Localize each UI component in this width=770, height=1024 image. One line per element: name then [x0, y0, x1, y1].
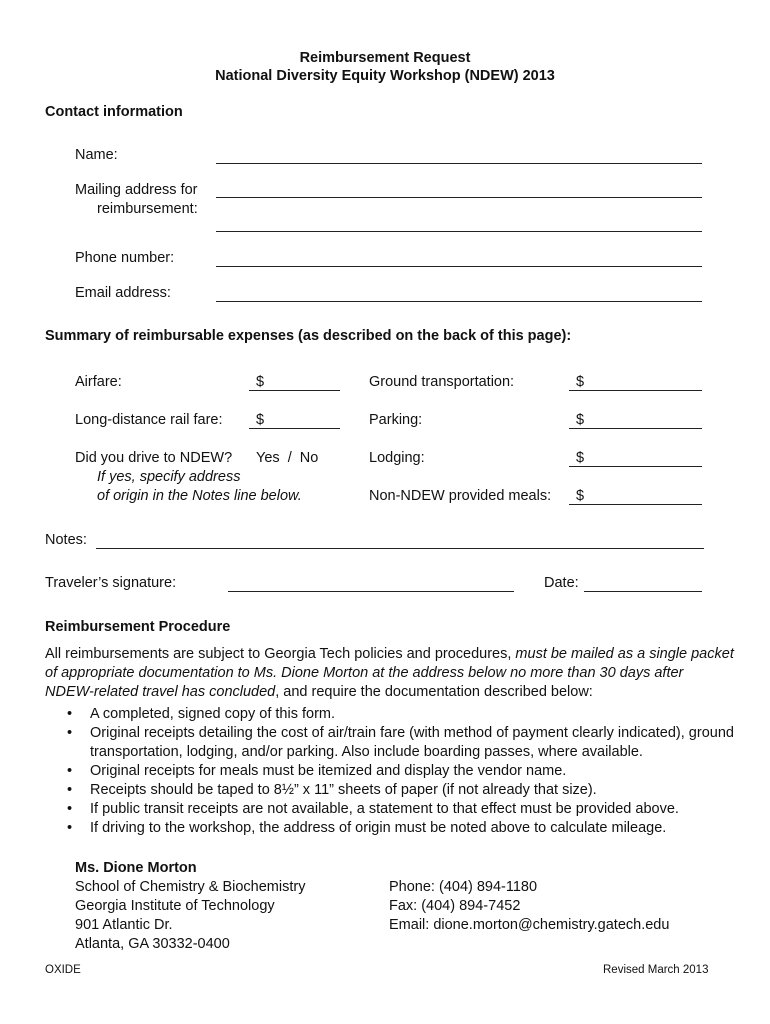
footer-left: OXIDE [45, 964, 81, 976]
list-item: • Receipts should be taped to 8½” x 11” sheets of paper (if not already that size). [67, 782, 597, 798]
mailing-label-line2: reimbursement: [97, 201, 198, 217]
phone-label: Phone number: [75, 250, 175, 266]
name-field[interactable] [216, 163, 702, 164]
list-item: • A completed, signed copy of this form. [67, 706, 336, 722]
drive-note-line1: If yes, specify address [97, 469, 241, 485]
contact-address-line3: 901 Atlantic Dr. [75, 917, 173, 933]
phone-field[interactable] [216, 266, 702, 267]
airfare-field[interactable] [249, 390, 340, 391]
lodging-field[interactable] [569, 466, 702, 467]
list-item: • Original receipts detailing the cost of air/train fare (with method of payment clearly indicated), ground transportation, lodging, and/or parking. Also include boarding passes, where available. [67, 725, 734, 760]
summary-heading: Summary of reimbursable expenses (as described on the back of this page): [45, 328, 572, 344]
drive-note-line2: of origin in the Notes line below. [97, 488, 302, 504]
list-item: • Original receipts for meals must be itemized and display the vendor name. [67, 763, 567, 779]
drive-yes-no[interactable]: Yes / No [256, 450, 319, 466]
ground-currency: $ [576, 374, 585, 390]
procedure-heading: Reimbursement Procedure [45, 619, 231, 635]
contact-heading: Contact information [45, 104, 183, 120]
signature-field[interactable] [228, 591, 514, 592]
form-subtitle: National Diversity Equity Workshop (NDEW) 2013 [215, 68, 555, 84]
rail-currency: $ [256, 412, 265, 428]
footer-revised: Revised March 2013 [603, 964, 709, 976]
parking-label: Parking: [369, 412, 423, 428]
meals-field[interactable] [569, 504, 702, 505]
rail-field[interactable] [249, 428, 340, 429]
mailing-address-field-2[interactable] [216, 231, 702, 232]
date-field[interactable] [584, 591, 702, 592]
mailing-address-field-1[interactable] [216, 197, 702, 198]
drive-label: Did you drive to NDEW? [75, 450, 233, 466]
parking-field[interactable] [569, 428, 702, 429]
email-field[interactable] [216, 301, 702, 302]
meals-label: Non-NDEW provided meals: [369, 488, 552, 504]
lodging-currency: $ [576, 450, 585, 466]
contact-phone: Phone: (404) 894-1180 [389, 879, 538, 895]
contact-email[interactable]: Email: dione.morton@chemistry.gatech.edu [389, 917, 670, 933]
airfare-currency: $ [256, 374, 265, 390]
airfare-label: Airfare: [75, 374, 122, 390]
list-item: • If public transit receipts are not available, a statement to that effect must be provided above. [67, 801, 679, 817]
contact-person-name: Ms. Dione Morton [75, 860, 197, 876]
lodging-label: Lodging: [369, 450, 425, 466]
contact-fax: Fax: (404) 894-7452 [389, 898, 521, 914]
notes-field[interactable] [96, 548, 704, 549]
ground-field[interactable] [569, 390, 702, 391]
notes-label: Notes: [45, 532, 87, 548]
ground-label: Ground transportation: [369, 374, 515, 390]
email-label: Email address: [75, 285, 171, 301]
date-label: Date: [544, 575, 579, 591]
requirements-list [45, 705, 745, 838]
form-title: Reimbursement Request [299, 50, 471, 66]
contact-address-line1: School of Chemistry & Biochemistry [75, 879, 306, 895]
parking-currency: $ [576, 412, 585, 428]
contact-address-line2: Georgia Institute of Technology [75, 898, 275, 914]
signature-label: Traveler’s signature: [45, 575, 177, 591]
list-item: • If driving to the workshop, the address of origin must be noted above to calculate mileage. [67, 820, 667, 836]
meals-currency: $ [576, 488, 585, 504]
mailing-label-line1: Mailing address for [75, 182, 198, 198]
contact-address-line4: Atlanta, GA 30332-0400 [75, 936, 230, 952]
name-label: Name: [75, 147, 118, 163]
rail-label: Long-distance rail fare: [75, 412, 223, 428]
procedure-intro: All reimbursements are subject to Georgia Tech policies and procedures, must be mailed as a single packet of appropriate documentation to Ms. Dione Morton at the address below no more than 30 days after NDEW-related travel has concluded, and require the documentation described below: [45, 646, 734, 700]
